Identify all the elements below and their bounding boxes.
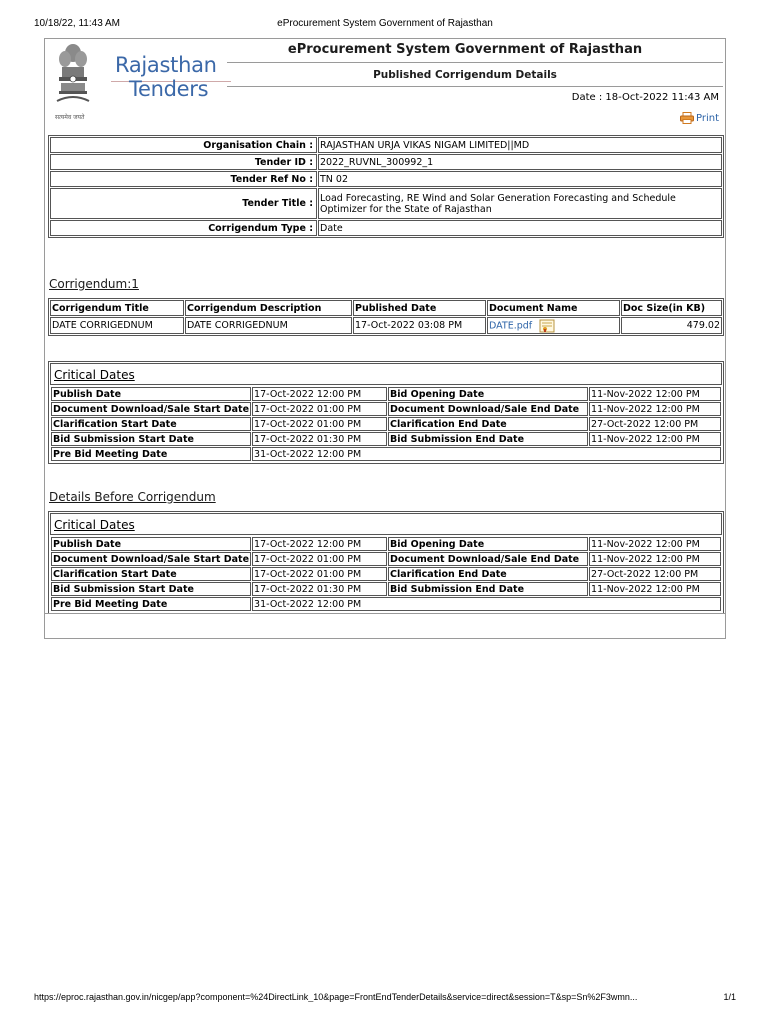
brand-tenders: Tenders bbox=[129, 77, 209, 101]
signed-document-icon[interactable] bbox=[539, 319, 555, 333]
table-row bbox=[50, 137, 722, 153]
clarification-start-label: Clarification Start Date bbox=[51, 417, 251, 431]
current-date: Date : 18-Oct-2022 11:43 AM bbox=[571, 92, 719, 103]
page-url: https://eproc.rajasthan.gov.in/nicgep/app?component=%24DirectLink_10&page=FrontEndTenderDetails&service=direct&session=T&sp=Sn%2F3wmn... bbox=[34, 992, 638, 1002]
print-button[interactable] bbox=[680, 112, 719, 124]
download-start-label: Document Download/Sale Start Date bbox=[53, 553, 250, 565]
emblem-icon bbox=[55, 41, 91, 111]
bid-submission-start-label: Bid Submission Start Date bbox=[51, 432, 251, 446]
printer-icon bbox=[680, 112, 694, 124]
tender-details-table bbox=[48, 135, 724, 238]
bid-submission-end-label: Bid Submission End Date bbox=[388, 432, 588, 446]
corrigendum-heading: Corrigendum:1 bbox=[49, 277, 139, 291]
print-page-title: eProcurement System Government of Rajasthan bbox=[277, 18, 493, 29]
table-row bbox=[50, 171, 722, 187]
download-start-value: 17-Oct-2022 01:00 PM bbox=[252, 402, 387, 416]
tender-id-label: Tender ID : bbox=[50, 154, 317, 170]
clarification-end-value: 27-Oct-2022 12:00 PM bbox=[589, 417, 721, 431]
clarification-start-value: 17-Oct-2022 01:00 PM bbox=[252, 567, 387, 581]
col-published-date: Published Date bbox=[353, 300, 486, 316]
divider bbox=[227, 86, 723, 87]
table-row bbox=[51, 537, 721, 551]
col-doc-size: Doc Size(in KB) bbox=[621, 300, 722, 316]
critical-dates-table bbox=[50, 386, 722, 462]
pre-bid-meeting-label: Pre Bid Meeting Date bbox=[51, 597, 251, 611]
publish-date-value: 17-Oct-2022 12:00 PM bbox=[252, 387, 387, 401]
divider bbox=[227, 62, 723, 63]
table-row bbox=[51, 432, 721, 446]
download-end-label: Document Download/Sale End Date bbox=[388, 402, 588, 416]
details-before-heading: Details Before Corrigendum bbox=[49, 490, 216, 504]
print-header bbox=[34, 18, 736, 32]
bid-submission-start-value: 17-Oct-2022 01:30 PM bbox=[252, 432, 387, 446]
document-name-cell bbox=[487, 317, 620, 334]
logo bbox=[51, 41, 221, 123]
bid-opening-date-value: 11-Nov-2022 12:00 PM bbox=[589, 387, 721, 401]
clarification-end-value: 27-Oct-2022 12:00 PM bbox=[589, 567, 721, 581]
bid-submission-start-label: Bid Submission Start Date bbox=[51, 582, 251, 596]
page-number: 1/1 bbox=[723, 992, 736, 1002]
before-critical-dates-title: Critical Dates bbox=[50, 513, 722, 535]
bid-submission-end-label: Bid Submission End Date bbox=[388, 582, 588, 596]
tender-ref-label: Tender Ref No : bbox=[50, 171, 317, 187]
clarification-start-value: 17-Oct-2022 01:00 PM bbox=[252, 417, 387, 431]
org-chain-label: Organisation Chain : bbox=[50, 137, 317, 153]
divider bbox=[45, 613, 725, 614]
pre-bid-meeting-label: Pre Bid Meeting Date bbox=[51, 447, 251, 461]
page-frame bbox=[44, 38, 726, 639]
print-datetime: 10/18/22, 11:43 AM bbox=[34, 18, 120, 29]
clarification-start-label: Clarification Start Date bbox=[51, 567, 251, 581]
table-row bbox=[51, 597, 721, 611]
emblem-caption: सत्यमेव जयते bbox=[55, 114, 85, 121]
table-row bbox=[50, 188, 722, 219]
col-corrigendum-title: Corrigendum Title bbox=[50, 300, 184, 316]
bid-opening-date-label: Bid Opening Date bbox=[388, 387, 588, 401]
bid-opening-date-label: Bid Opening Date bbox=[388, 537, 588, 551]
pre-bid-meeting-value: 31-Oct-2022 12:00 PM bbox=[252, 447, 721, 461]
clarification-end-label: Clarification End Date bbox=[388, 417, 588, 431]
table-row bbox=[51, 402, 721, 416]
corrigendum-type-value: Date bbox=[318, 220, 722, 236]
table-header-row bbox=[50, 300, 722, 316]
tender-title-value: Load Forecasting, RE Wind and Solar Generation Forecasting and Schedule Optimizer for the State of Rajasthan bbox=[318, 188, 722, 219]
table-row bbox=[51, 387, 721, 401]
corrigendum-description-cell: DATE CORRIGEDNUM bbox=[185, 317, 352, 334]
tender-ref-value: TN 02 bbox=[318, 171, 722, 187]
corrigendum-type-label: Corrigendum Type : bbox=[50, 220, 317, 236]
table-row bbox=[51, 552, 721, 566]
col-corrigendum-description: Corrigendum Description bbox=[185, 300, 352, 316]
bid-submission-end-value: 11-Nov-2022 12:00 PM bbox=[589, 432, 721, 446]
brand-rajasthan: Rajasthan bbox=[115, 53, 217, 77]
tender-title-label: Tender Title : bbox=[50, 188, 317, 219]
corrigendum-table bbox=[48, 298, 724, 336]
publish-date-label: Publish Date bbox=[51, 537, 251, 551]
publish-date-value: 17-Oct-2022 12:00 PM bbox=[252, 537, 387, 551]
download-start-label: Document Download/Sale Start Date bbox=[53, 403, 250, 415]
before-critical-dates-table bbox=[50, 536, 722, 612]
bid-submission-start-value: 17-Oct-2022 01:30 PM bbox=[252, 582, 387, 596]
critical-dates-section bbox=[48, 361, 724, 464]
page-subtitle: Published Corrigendum Details bbox=[373, 69, 557, 81]
download-end-label: Document Download/Sale End Date bbox=[388, 552, 588, 566]
download-end-value: 11-Nov-2022 12:00 PM bbox=[589, 402, 721, 416]
table-row bbox=[51, 417, 721, 431]
critical-dates-title: Critical Dates bbox=[50, 363, 722, 385]
table-row bbox=[51, 447, 721, 461]
download-start-value: 17-Oct-2022 01:00 PM bbox=[252, 552, 387, 566]
col-document-name: Document Name bbox=[487, 300, 620, 316]
bid-submission-end-value: 11-Nov-2022 12:00 PM bbox=[589, 582, 721, 596]
pre-bid-meeting-value: 31-Oct-2022 12:00 PM bbox=[252, 597, 721, 611]
tender-id-value: 2022_RUVNL_300992_1 bbox=[318, 154, 722, 170]
table-row bbox=[50, 317, 722, 334]
document-link[interactable]: DATE.pdf bbox=[489, 320, 533, 331]
org-chain-value: RAJASTHAN URJA VIKAS NIGAM LIMITED||MD bbox=[318, 137, 722, 153]
bid-opening-date-value: 11-Nov-2022 12:00 PM bbox=[589, 537, 721, 551]
table-row bbox=[51, 582, 721, 596]
publish-date-label: Publish Date bbox=[51, 387, 251, 401]
before-critical-dates-section bbox=[48, 511, 724, 614]
print-label: Print bbox=[695, 112, 719, 124]
table-row bbox=[50, 220, 722, 236]
clarification-end-label: Clarification End Date bbox=[388, 567, 588, 581]
table-row bbox=[50, 154, 722, 170]
doc-size-cell: 479.02 bbox=[621, 317, 722, 334]
print-footer bbox=[34, 992, 736, 1006]
table-row bbox=[51, 567, 721, 581]
download-end-value: 11-Nov-2022 12:00 PM bbox=[589, 552, 721, 566]
site-title: eProcurement System Government of Rajasthan bbox=[287, 42, 643, 57]
corrigendum-title-cell: DATE CORRIGEDNUM bbox=[50, 317, 184, 334]
published-date-cell: 17-Oct-2022 03:08 PM bbox=[353, 317, 486, 334]
